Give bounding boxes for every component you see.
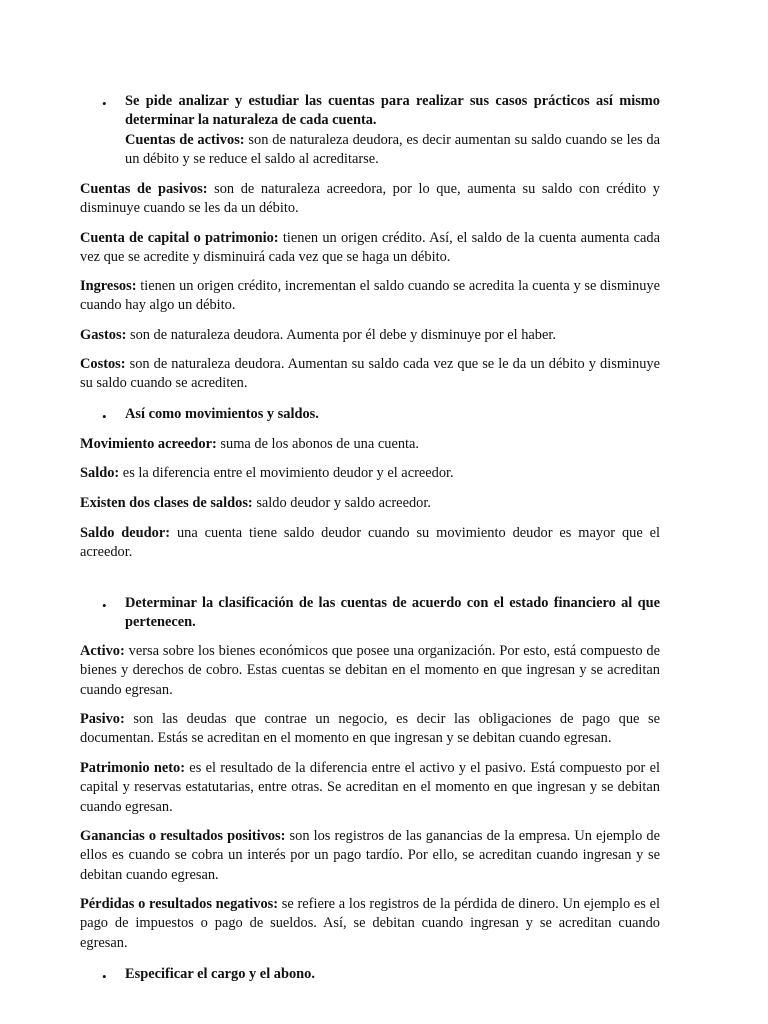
paragraph-clases: [80, 494, 660, 513]
bullet-4: [125, 965, 660, 984]
text-saldo-deudor: una cuenta tiene saldo deudor cuando su movimiento deudor es mayor que el acreedor.: [80, 525, 660, 561]
text-patrimonio: es el resultado de la diferencia entre el activo y el pasivo. Está compuesto por el capital y reservas estatutarias, entre otras. Se acreditan en el momento en que ingresan y se debitan cuando egresan.: [80, 760, 660, 815]
paragraph-ingresos: [80, 277, 660, 316]
text-clases: saldo deudor y saldo acreedor.: [252, 495, 431, 511]
paragraph-capital: [80, 229, 660, 268]
bullet-dot: •: [102, 96, 107, 111]
bullet-dot: •: [102, 598, 107, 613]
text-ingresos: tienen un origen crédito, incrementan el saldo cuando se acredita la cuenta y se disminuye cuando hay algo un débito.: [80, 278, 660, 314]
paragraph-costos: [80, 355, 660, 394]
text-perdidas: se refiere a los registros de la pérdida de dinero. Un ejemplo es el pago de impuestos o pago de sueldos. Así, se debitan cuando ingresan y se acreditan cuando egresan.: [80, 896, 660, 951]
term-pasivo: Pasivo:: [80, 711, 125, 727]
term-ingresos: Ingresos:: [80, 278, 137, 294]
text-ganancias: son los registros de las ganancias de la empresa. Un ejemplo de ellos es cuando se cobra un interés por un pago tardío. Por ello, se acreditan cuando ingresan y se debitan cuando egresan.: [80, 828, 660, 883]
paragraph-patrimonio: [80, 759, 660, 817]
bullet-dot: •: [102, 969, 107, 984]
text-gastos: son de naturaleza deudora. Aumenta por él debe y disminuye por el haber.: [126, 327, 556, 343]
text-pasivos: son de naturaleza acreedora, por lo que, aumenta su saldo con crédito y disminuye cuando se les da un débito.: [80, 181, 660, 217]
paragraph-movimiento: [80, 435, 660, 454]
term-ganancias: Ganancias o resultados positivos:: [80, 828, 286, 844]
text-costos: son de naturaleza deudora. Aumentan su saldo cada vez que se le da un débito y disminuye su saldo cuando se acrediten.: [80, 356, 660, 392]
term-capital: Cuenta de capital o patrimonio:: [80, 230, 279, 246]
term-saldo: Saldo:: [80, 465, 120, 481]
bullet-1-text: Se pide analizar y estudiar las cuentas para realizar sus casos prácticos así mismo determinar la naturaleza de cada cuenta.: [125, 93, 660, 129]
paragraph-gastos: [80, 326, 660, 345]
term-perdidas: Pérdidas o resultados negativos:: [80, 896, 279, 912]
bullet-dot: •: [102, 409, 107, 424]
text-pasivo: son las deudas que contrae un negocio, es decir las obligaciones de pago que se documentan. Estás se acreditan en el momento en que ingresan y se debitan cuando egresan.: [80, 711, 660, 747]
paragraph-perdidas: [80, 895, 660, 953]
bullet-3: [125, 594, 660, 633]
paragraph-activo: [80, 642, 660, 700]
paragraph-pasivo: [80, 710, 660, 749]
bullet-2-text: Así como movimientos y saldos.: [125, 406, 319, 422]
text-capital: tienen un origen crédito. Así, el saldo de la cuenta aumenta cada vez que se acredite y disminuirá cada vez que se haga un débito.: [80, 230, 661, 266]
term-gastos: Gastos:: [80, 327, 127, 343]
text-saldo: es la diferencia entre el movimiento deudor y el acreedor.: [119, 465, 454, 481]
term-activo: Activo:: [80, 643, 125, 659]
text-activos: son de naturaleza deudora, es decir aumentan su saldo cuando se les da un débito y se reduce el saldo al acreditarse.: [125, 131, 661, 168]
paragraph-ganancias: [80, 827, 660, 885]
term-movimiento: Movimiento acreedor:: [80, 436, 217, 452]
bullet-2: [125, 405, 660, 424]
paragraph-saldo-deudor: [80, 524, 660, 563]
term-activos: Cuentas de activos:: [125, 131, 245, 148]
paragraph-cuentas-activos: [125, 131, 660, 170]
text-activo: versa sobre los bienes económicos que posee una organización. Por esto, está compuesto de bienes y derechos de cobro. Estas cuentas se debitan en el momento en que ingresan y se acreditan cuando egresan.: [80, 643, 660, 698]
paragraph-pasivos: [80, 180, 660, 219]
term-pasivos: Cuentas de pasivos:: [80, 181, 208, 197]
term-costos: Costos:: [80, 356, 126, 372]
term-saldo-deudor: Saldo deudor:: [80, 525, 171, 541]
bullet-4-text: Especificar el cargo y el abono.: [125, 966, 315, 982]
bullet-1: [125, 92, 660, 170]
term-clases: Existen dos clases de saldos:: [80, 495, 253, 511]
text-movimiento: suma de los abonos de una cuenta.: [216, 436, 420, 452]
bullet-3-text: Determinar la clasificación de las cuentas de acuerdo con el estado financiero al que pertenecen.: [125, 595, 660, 631]
term-patrimonio: Patrimonio neto:: [80, 760, 186, 776]
paragraph-saldo: [80, 464, 660, 483]
